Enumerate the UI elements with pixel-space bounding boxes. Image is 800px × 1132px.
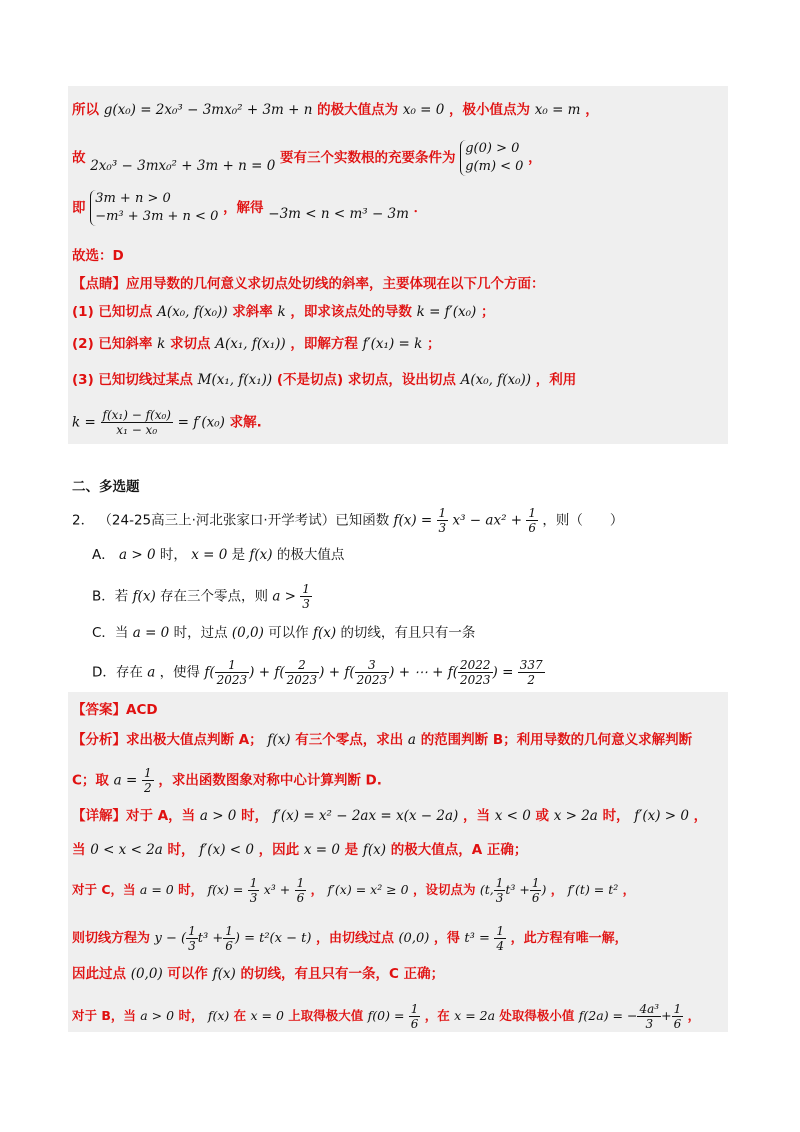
analysis-line-1: 【分析】求出极大值点判断 A； f(x) 有三个零点，求出 a 的范围判断 B；利用导数的几何意义求解判断	[72, 732, 693, 748]
analysis-line-2: C；取 a = $\frac{1}{2}$ ，求出函数图象对称中心计算判断 D.	[72, 766, 382, 795]
detail-line-6: 对于 B，当 a > 0 时， f(x) 在 x = 0 上取得极大值 f(0) = $\frac{1}{6}$ ，在 x = 2a 处取得极小值 f(2a) = − $\frac{\text{4a³}}{3}$ + $\frac{1}{6}$ ，	[72, 1002, 701, 1031]
note-item-2: (2) 已知斜率 k 求切点 A(x₁, f(x₁)) ，即解方程 f′(x₁) = k ；	[72, 336, 441, 352]
note-item-3: (3) 已知切线过某点 M(x₁, f(x₁)) (不是切点) 求切点，设出切点 A(x₀, f(x₀)) ，利用	[72, 372, 577, 388]
answer-label: 【答案】ACD	[72, 702, 158, 718]
note-item-3-formula: k = $\frac{\text{f(x₁) − f(x₀)}}{\text{x₁ − x₀}}$ = f′(x₀) 求解.	[72, 408, 262, 437]
answer-choice-line: 故选：D	[72, 248, 124, 264]
detail-line-5: 因此过点 (0,0) 可以作 f(x) 的切线，有且只有一条，C 正确；	[72, 966, 445, 982]
detail-line-3: 对于 C，当 a = 0 时， f(x) = $\frac{1}{3}$ x³ + $\frac{1}{6}$ ， f′(x) = x² ≥ 0 ，设切点为 (t, $\frac{1}{3}$ t³ + $\frac{1}{6}$ ) ， f′(t) = t² ，	[72, 876, 636, 905]
detail-line-2: 当 0 < x < 2a 时， f′(x) < 0 ，因此 x = 0 是 f(x) 的极大值点，A 正确；	[72, 842, 528, 858]
condition-brace: g(0) > 0 g(m) < 0	[460, 140, 523, 176]
option-d: D．存在 a ，使得 f( $\frac{1}{2023}$ ) + f( $\frac{2}{2023}$ ) + f( $\frac{3}{2023}$ ) + ⋯ + f( $\frac{2022}{2023}$ ) = $\frac{337}{2}$	[92, 658, 543, 687]
solution-line-1: 所以 g(x₀) = 2x₀³ − 3mx₀² + 3m + n 的极大值点为 x₀ = 0 ，极小值点为 x₀ = m ，	[72, 102, 599, 118]
detail-line-4: 则切线方程为 y − ( $\frac{1}{3}$ t³ + $\frac{1}{6}$ ) = t²(x − t) ，由切线过点 (0,0) ，得 t³ = $\frac{1}{4}$ ，此方程有唯一解，	[72, 924, 628, 953]
option-b: B．若 f(x) 存在三个零点，则 a > $\frac{1}{3}$	[92, 582, 310, 611]
detail-line-1: 【详解】对于 A，当 a > 0 时， f′(x) = x² − 2ax = x(x − 2a) ，当 x < 0 或 x > 2a 时， f′(x) > 0 ，	[72, 808, 708, 824]
note-item-1: (1) 已知切点 A(x₀, f(x₀)) 求斜率 k ，即求该点处的导数 k = f′(x₀) ；	[72, 304, 495, 320]
inequality-brace: 3m + n > 0 −m³ + 3m + n < 0	[90, 190, 218, 226]
solution-line-2: 故 2x₀³ − 3mx₀² + 3m + n = 0 要有三个实数根的充要条件为 g(0) > 0 g(m) < 0 ，	[72, 141, 542, 174]
note-heading: 【点睛】应用导数的几何意义求切点处切线的斜率，主要体现在以下几个方面：	[72, 276, 545, 292]
option-a: A． a > 0 时， x = 0 是 f(x) 的极大值点	[92, 547, 345, 563]
slope-fraction: $\frac{\text{f(x₁) − f(x₀)}}{\text{x₁ − x₀}}$	[102, 408, 171, 437]
option-c: C．当 a = 0 时，过点 (0,0) 可以作 f(x) 的切线，有且只有一条	[92, 625, 476, 641]
solution-line-3: 即 3m + n > 0 −m³ + 3m + n < 0 ，解得 −3m < n < m³ − 3m ．	[72, 191, 428, 224]
question-2-stem: 2． （24-25高三上·河北张家口·开学考试）已知函数 f(x) = $\frac{1}{3}$ x³ − ax² + $\frac{1}{6}$ ，则（ ）	[72, 506, 624, 535]
section-title: 二、多选题	[72, 479, 140, 495]
